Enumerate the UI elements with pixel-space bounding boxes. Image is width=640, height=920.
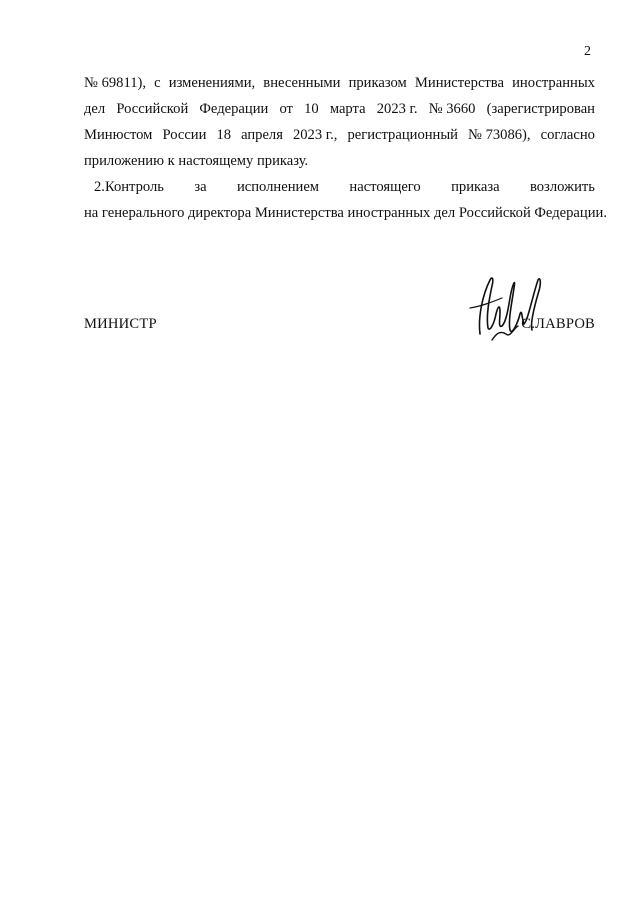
word: Министерства (414, 75, 504, 91)
text-line (84, 70, 595, 96)
word: 2.Контроль (94, 179, 164, 195)
word: 10 (304, 101, 319, 117)
text-line (84, 174, 595, 200)
word: марта (329, 101, 366, 117)
body-text (84, 70, 607, 226)
text-line (84, 148, 595, 174)
page-number: 2 (584, 44, 591, 59)
word: иностранных (512, 75, 595, 91)
word: возложить (529, 179, 595, 195)
word: за (194, 179, 207, 195)
word: № 73086), (468, 127, 531, 143)
word: Минюстом (84, 127, 153, 143)
word: приказом (348, 75, 407, 91)
word: исполнением (236, 179, 320, 195)
signature-block (84, 312, 595, 352)
word: 2023 г. (376, 101, 418, 117)
signer-name: С.ЛАВРОВ (521, 316, 595, 332)
word: от (279, 101, 293, 117)
word: внесенными (263, 75, 341, 91)
word: апреля (241, 127, 283, 143)
word: 2023 г., (292, 127, 338, 143)
word: на генерального директора Министерства иностранных дел Российской Федерации. (84, 205, 607, 221)
word: с (154, 75, 161, 91)
word: № 3660 (428, 101, 476, 117)
paragraph-continuation (84, 70, 595, 174)
word: Федерации (199, 101, 269, 117)
word: приказа (451, 179, 500, 195)
word: 18 (216, 127, 232, 143)
word: согласно (540, 127, 595, 143)
word: России (162, 127, 207, 143)
text-line (84, 200, 607, 226)
word: дел (84, 101, 106, 117)
text-line (84, 122, 595, 148)
word: № 69811), (84, 75, 147, 91)
word: (зарегистрирован (486, 101, 595, 117)
word: Российской (116, 101, 189, 117)
word: настоящего (349, 179, 421, 195)
word: изменениями, (168, 75, 256, 91)
word: регистрационный (347, 127, 458, 143)
word: приложению к настоящему приказу. (84, 153, 309, 169)
text-line (84, 96, 595, 122)
position-title: МИНИСТР (84, 316, 157, 332)
paragraph-item-2 (84, 174, 607, 226)
